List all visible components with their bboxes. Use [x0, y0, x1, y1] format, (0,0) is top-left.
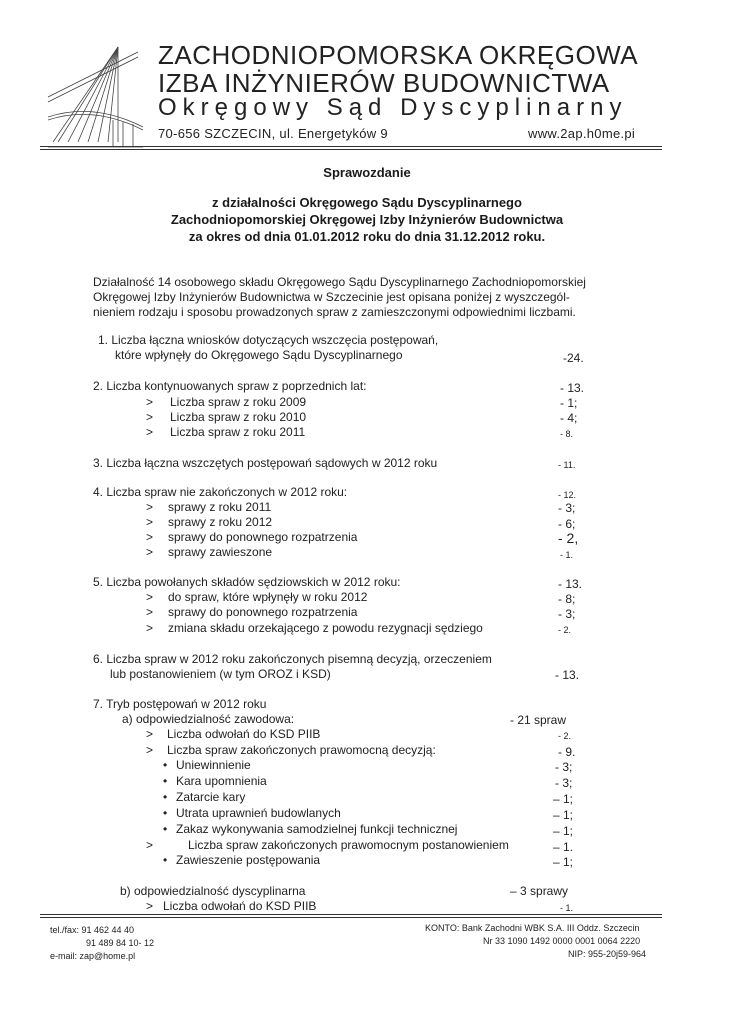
s7-a-bullet1-text: Uniewinnienie — [176, 758, 251, 772]
s7-b-label: b) odpowiedzialność dyscyplinarna — [120, 884, 306, 898]
report-subtitle-1: z działalności Okręgowego Sądu Dyscyplinarnego — [212, 195, 522, 210]
header-divider — [40, 146, 662, 147]
s4-item4-value: - 1. — [560, 550, 574, 560]
s4-item2-value: - 6; — [558, 517, 576, 531]
s5-item3-marker: > — [146, 621, 154, 635]
s7-b-item-text: Liczba odwołań do KSD PIIB — [163, 899, 317, 913]
s7-a-bullet4-text: Utrata uprawnień budowlanych — [176, 806, 341, 820]
s2-item3-text: Liczba spraw z roku 2011 — [170, 425, 306, 439]
s4-item3-marker: > — [146, 530, 154, 544]
s1-line2: które wpłynęły do Okręgowego Sądu Dyscyplinarnego — [115, 348, 403, 362]
s7-a-item3-text: Liczba spraw zakończonych prawomocnym postanowieniem — [188, 838, 509, 852]
s7-a-value: - 21 spraw — [510, 713, 567, 727]
s7-a-bullet6-value: – 1; — [553, 855, 574, 869]
report-subtitle-2: Zachodniopomorskiej Okręgowej Izby Inżynierów Budownictwa — [170, 212, 564, 227]
s7-a-bullet4-value: – 1; — [553, 808, 574, 822]
footer-account-number: Nr 33 1090 1492 0000 0001 0064 2220 — [483, 936, 641, 946]
s2-item2-marker: > — [146, 410, 154, 424]
s2-item3-value: - 8. — [560, 429, 574, 439]
s3-label: 3. Liczba łączna wszczętych postępowań sądowych w 2012 roku — [93, 456, 438, 470]
s3-value: - 11. — [558, 460, 576, 470]
s7-a-item2-value: - 9. — [558, 745, 576, 759]
s5-item2-marker: > — [146, 605, 154, 619]
s4-value: - 12. — [558, 490, 577, 500]
s6-line1: 6. Liczba spraw w 2012 roku zakończonych pisemną decyzją, orzeczeniem — [93, 652, 492, 666]
s4-item2-marker: > — [146, 515, 154, 529]
s7-label: 7. Tryb postępowań w 2012 roku — [93, 697, 267, 711]
s4-item3-text: sprawy do ponownego rozpatrzenia — [168, 530, 358, 544]
s7-b-value: – 3 sprawy — [510, 884, 569, 898]
s7-a-bullet4-marker: • — [163, 806, 168, 820]
s2-item2-value: - 4; — [560, 411, 578, 425]
s5-item2-text: sprawy do ponownego rozpatrzenia — [168, 605, 358, 619]
logo-icon — [38, 42, 148, 152]
report-subtitle-3: za okres od dnia 01.01.2012 roku do dnia 31.12.2012 roku. — [188, 229, 546, 244]
s2-item1-text: Liczba spraw z roku 2009 — [170, 395, 307, 409]
s2-item1-value: - 1; — [560, 396, 578, 410]
header-divider-2 — [40, 149, 662, 150]
s2-value: - 13. — [560, 381, 585, 395]
s2-label: 2. Liczba kontynuowanych spraw z poprzednich lat: — [93, 379, 367, 393]
s4-item1-value: - 3; — [558, 501, 576, 515]
s7-a-bullet5-text: Zakaz wykonywania samodzielnej funkcji technicznej — [176, 822, 458, 836]
s7-a-bullet2-text: Kara upomnienia — [176, 774, 267, 788]
s7-a-item2-marker: > — [146, 743, 154, 757]
org-name-line1: ZACHODNIOPOMORSKA OKRĘGOWA — [158, 40, 639, 70]
s5-value: - 13. — [558, 577, 583, 591]
org-name-line3: Okręgowy Sąd Dyscyplinarny — [158, 94, 628, 121]
s5-item3-text: zmiana składu orzekającego z powodu rezygnacji sędziego — [168, 621, 483, 635]
footer-email: e-mail: zap@home.pl — [50, 951, 136, 961]
s4-item4-marker: > — [146, 545, 154, 559]
s5-item1-value: - 8; — [558, 592, 576, 606]
s5-item1-marker: > — [146, 590, 154, 604]
s7-a-item1-text: Liczba odwołań do KSD PIIB — [167, 727, 321, 741]
s2-item2-text: Liczba spraw z roku 2010 — [170, 410, 307, 424]
s7-a-item3-marker: > — [146, 838, 154, 852]
s6-line2: lub postanowieniem (w tym OROZ i KSD) — [110, 667, 331, 681]
s1-line1: 1. Liczba łączna wniosków dotyczących wszczęcia postępowań, — [98, 333, 439, 347]
s7-a-bullet5-value: – 1; — [553, 824, 574, 838]
s4-item2-text: sprawy z roku 2012 — [168, 515, 273, 529]
s4-item1-text: sprawy z roku 2011 — [168, 500, 272, 514]
s7-a-bullet1-marker: • — [163, 758, 168, 772]
footer-tel2: 91 489 84 10- 12 — [86, 938, 155, 948]
s5-label: 5. Liczba powołanych składów sędziowskich w 2012 roku: — [93, 575, 401, 589]
s7-a-item1-value: - 2. — [558, 731, 572, 741]
s5-item2-value: - 3; — [558, 607, 576, 621]
s4-item4-text: sprawy zawieszone — [168, 545, 273, 559]
intro-line2: Okręgowej Izby Inżynierów Budownictwa w Szczecinie jest opisana poniżej z wyszczegól- — [93, 290, 570, 304]
s2-item3-marker: > — [146, 425, 154, 439]
footer-divider-2 — [40, 917, 662, 918]
s7-a-item3-value: – 1. — [553, 840, 574, 854]
s7-a-bullet3-value: – 1; — [553, 792, 574, 806]
s7-a-bullet1-value: - 3; — [555, 760, 573, 774]
org-address: 70-656 SZCZECIN, ul. Energetyków 9 — [158, 126, 388, 141]
s7-a-bullet6-marker: • — [163, 853, 168, 867]
s7-a-item2-text: Liczba spraw zakończonych prawomocną decyzją: — [167, 743, 436, 757]
footer-tel: tel./fax: 91 462 44 40 — [50, 925, 135, 935]
s7-a-bullet3-marker: • — [163, 790, 168, 804]
s7-b-item-marker: > — [146, 899, 154, 913]
org-name-line2: IZBA INŻYNIERÓW BUDOWNICTWA — [158, 68, 610, 98]
s1-value: -24. — [563, 351, 584, 365]
intro-line3: nieniem rodzaju i sposobu prowadzonych spraw z zamieszczonymi odpowiednimi liczbami. — [93, 305, 576, 319]
s7-b-item-value: - 1. — [560, 903, 574, 913]
intro-line1: Działalność 14 osobowego składu Okręgowego Sądu Dyscyplinarnego Zachodniopomorskiej — [93, 275, 586, 289]
report-heading: Sprawozdanie — [323, 165, 411, 180]
footer-nip: NIP: 955-20j59-964 — [568, 949, 647, 959]
s7-a-bullet2-value: - 3; — [555, 776, 573, 790]
footer-konto: KONTO: Bank Zachodni WBK S.A. III Oddz. Szczecin — [425, 923, 640, 933]
s4-label: 4. Liczba spraw nie zakończonych w 2012 roku: — [93, 485, 348, 499]
s7-a-item1-marker: > — [146, 727, 154, 741]
s4-item1-marker: > — [146, 500, 154, 514]
s4-item3-value: - 2, — [558, 530, 579, 546]
footer-divider — [40, 914, 662, 915]
s7-a-bullet5-marker: • — [163, 822, 168, 836]
s2-item1-marker: > — [146, 395, 154, 409]
s7-a-bullet2-marker: • — [163, 774, 168, 788]
s5-item1-text: do spraw, które wpłynęły w roku 2012 — [168, 590, 368, 604]
org-website: www.2ap.h0me.pi — [528, 126, 636, 141]
s6-value: - 13. — [555, 668, 580, 682]
s7-a-bullet6-text: Zawieszenie postępowania — [176, 853, 321, 867]
s5-item3-value: - 2. — [558, 625, 572, 635]
s7-a-bullet3-text: Zatarcie kary — [176, 790, 246, 804]
s7-a-label: a) odpowiedzialność zawodowa: — [122, 712, 295, 726]
